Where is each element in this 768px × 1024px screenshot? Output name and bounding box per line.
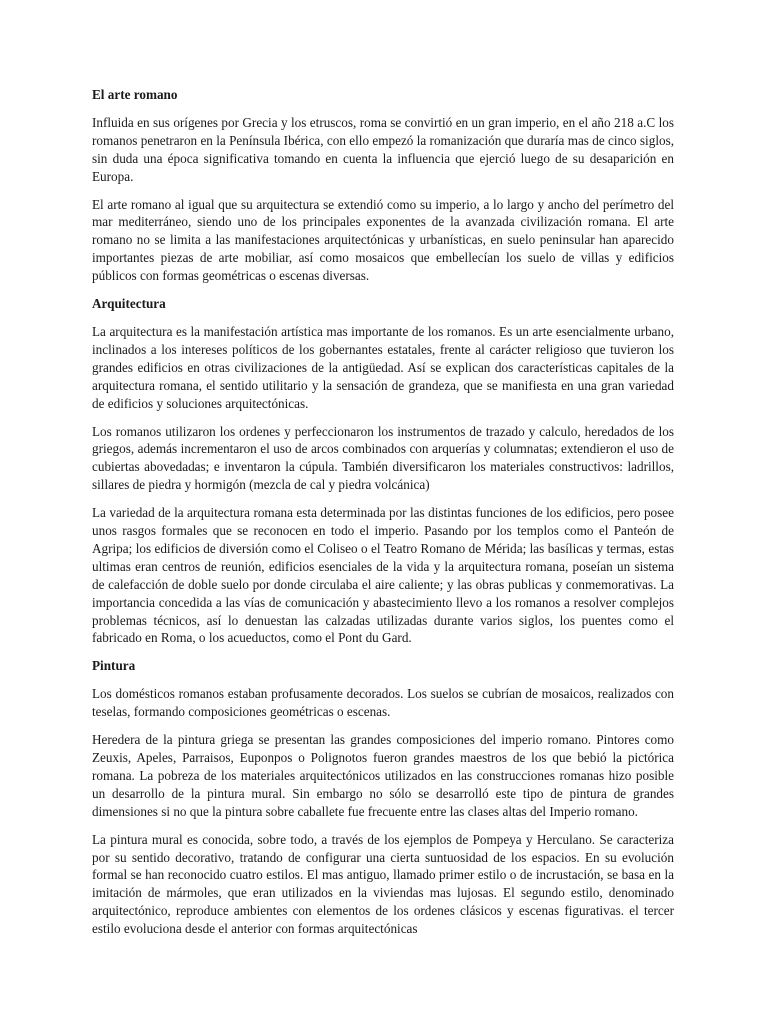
- pintura-paragraph: La pintura mural es conocida, sobre todo, a través de los ejemplos de Pompeya y Herculano. Se caracteriza por su sentido decorativo, tratando de configurar una cierta suntuosidad de los espacios. En su evolución formal se han reconocido cuatro estilos. El mas antiguo, llamado primer estilo o de incrustación, se basa en la imitación de mármoles, que eran utilizados en la viviendas mas lujosas. El segundo estilo, denominado arquitectónico, reproduce ambientes con elementos de los ordenes clásicos y escenas figurativas. el tercer estilo evoluciona desde el anterior con formas arquitectónicas: [92, 831, 674, 937]
- document-page: [92, 86, 674, 948]
- arquitectura-paragraph: Los romanos utilizaron los ordenes y perfeccionaron los instrumentos de trazado y calculo, heredados de los griegos, además incrementaron el uso de arcos combinados con arquerías y columnatas; extendieron el uso de cubiertas abovedadas; e inventaron la cúpula. También diversificaron los materiales constructivos: ladrillos, sillares de piedra y hormigón (mezcla de cal y piedra volcánica): [92, 423, 674, 493]
- intro-paragraph: Influida en sus orígenes por Grecia y los etruscos, roma se convirtió en un gran imperio, en el año 218 a.C los romanos penetraron en la Península Ibérica, con ello empezó la romanización que duraría mas de cinco siglos, sin duda una época significativa tomando en cuenta la influencia que ejerció luego de su desaparición en Europa.: [92, 114, 674, 184]
- arquitectura-paragraph: La arquitectura es la manifestación artística mas importante de los romanos. Es un arte esencialmente urbano, inclinados a los intereses políticos de los gobernantes estatales, frente al carácter religioso que tuvieron los grandes edificios en otras civilizaciones de la antigüedad. Así se explican dos características capitales de la arquitectura romana, el sentido utilitario y la sensación de grandeza, que se manifiesta en una gran variedad de edificios y soluciones arquitectónicas.: [92, 323, 674, 411]
- section-heading-pintura: Pintura: [92, 658, 136, 674]
- document-title: El arte romano: [92, 87, 178, 102]
- pintura-paragraph: Los domésticos romanos estaban profusamente decorados. Los suelos se cubrían de mosaicos, realizados con teselas, formando composiciones geométricas o escenas.: [92, 686, 674, 720]
- pintura-paragraph: Heredera de la pintura griega se presentan las grandes composiciones del imperio romano. Pintores como Zeuxis, Apeles, Parraisos, Euponpos o Polignotos fueron grandes maestros de los que bebió la pictórica romana. La pobreza de los materiales arquitectónicos utilizados en las construcciones romanas hizo posible un desarrollo de la pintura mural. Sin embargo no sólo se desarrolló este tipo de pintura de grandes dimensiones si no que la pintura sobre caballete fue frecuente entre las clases altas del Imperio romano.: [92, 732, 674, 819]
- section-heading-arquitectura: Arquitectura: [92, 296, 166, 312]
- arquitectura-paragraph: La variedad de la arquitectura romana esta determinada por las distintas funciones de los edificios, pero posee unos rasgos formales que se reconocen en todo el imperio. Pasando por los templos como el Panteón de Agripa; los edificios de diversión como el Coliseo o el Teatro Romano de Mérida; las basílicas y termas, estas ultimas eran centros de reunión, edificios esenciales de la vida y la arquitectura romana, poseían un sistema de calefacción de doble suelo por donde circulaba el aire caliente; y las obras publicas y conmemorativas. La importancia concedida a las vías de comunicación y abastecimiento llevo a los romanos a resolver complejos problemas técnicos, así lo denuestan las calzadas utilizadas durante varios siglos, los puentes como el fabricado en Roma, o los acueductos, como el Pont du Gard.: [92, 505, 674, 646]
- intro-paragraph: El arte romano al igual que su arquitectura se extendió como su imperio, a lo largo y ancho del perímetro del mar mediterráneo, siendo uno de los principales exponentes de la avanzada civilización romana. El arte romano no se limita a las manifestaciones arquitectónicas y urbanísticas, en suelo peninsular han aparecido importantes piezas de arte mobiliar, así como mosaicos que embellecían los suelo de villas y edificios públicos con formas geométricas o escenas diversas.: [92, 196, 674, 284]
